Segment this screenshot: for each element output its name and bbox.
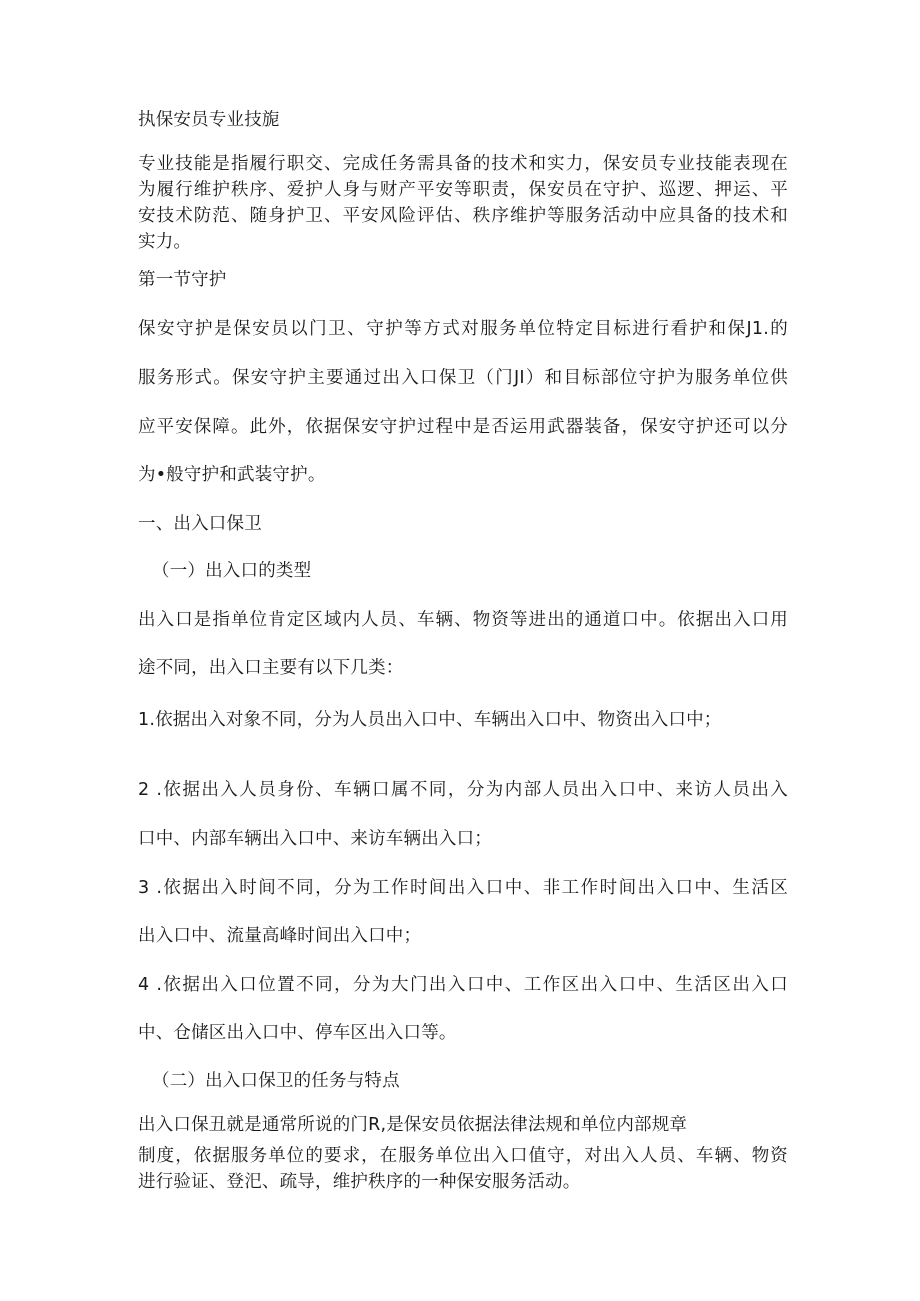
paragraph-line: 保安守护是保安员以门卫、守护等方式对服务单位特定目标进行看护和保J1.的 [138,319,788,339]
paragraph-line: 为•般守护和武装守护。 [138,465,326,485]
list-item: 1.依据出入对象不同，分为人员出入口中、车辆出入口中、物资出入口中； [138,710,722,730]
paragraph-line: 服务形式。保安守护主要通过出入口保卫（门JI）和目标部位守护为服务单位供 [138,368,788,388]
paragraph-line: 出入口是指单位肯定区域内人员、车辆、物资等进出的通道口中。依据出入口用 [138,610,788,630]
list-item: 出入口中、流量高峰时间出入口中； [138,926,422,946]
subsection-heading: 一、出入口保卫 [138,514,262,534]
paragraph-line: 为履行维护秩序、爱护人身与财产平安等职责，保安员在守护、巡逻、押运、平 [138,180,788,200]
paragraph-line: 途不同，出入口主要有以下几类： [138,658,404,678]
paragraph-line: 出入口保丑就是通常所说的门R,是保安员依据法律法规和单位内部规章 [138,1115,688,1135]
paragraph-line: 专业技能是指履行职交、完成任务需具备的技术和实力，保安员专业技能表现在 [138,154,788,174]
subsection-heading: （二）出入口保卫的任务与特点 [152,1071,400,1091]
paragraph-line: 进行验证、登汜、疏导，维护秩序的一种保安服务活动。 [138,1172,581,1192]
list-item: 4 .依据出入口位置不同，分为大门出入口中、工作区出入口中、生活区出入口 [138,975,788,995]
paragraph-line: 制度，依据服务单位的要求，在服务单位出入口值守，对出入人员、车辆、物资 [138,1146,788,1166]
document-title: 执保安员专业技旎 [138,110,280,130]
paragraph-line: 实力。 [138,232,192,252]
paragraph-line: 安技术防范、随身护卫、平安风险评估、秩序维护等服务活动中应具备的技术和 [138,206,788,226]
section-heading: 第一节守护 [138,270,227,290]
list-item: 3 .依据出入时间不同，分为工作时间出入口中、非工作时间出入口中、生活区 [138,878,788,898]
subsection-heading: （一）出入口的类型 [152,561,312,581]
list-item: 中、仓储区出入口中、停车区出入口等。 [138,1023,457,1043]
list-item: 口中、内部车辆出入口中、来访车辆出入口； [138,829,492,849]
list-item: 2 .依据出入人员身份、车辆口属不同，分为内部人员出入口中、来访人员出入 [138,780,788,800]
paragraph-line: 应平安保障。此外，依据保安守护过程中是否运用武器装备，保安守护还可以分 [138,417,788,437]
